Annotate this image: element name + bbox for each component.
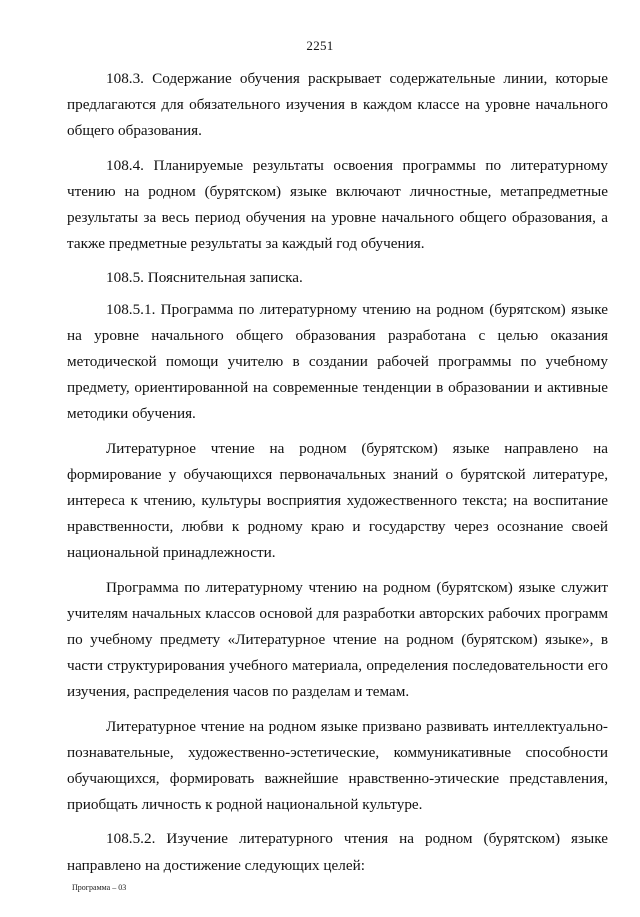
paragraph-108-4: 108.4. Планируемые результаты освоения программы по литературному чтению на родном (бурятском) языке включают личностные, метапредметные результаты за весь период обучения на уровне начального общего образования, а также предметные результаты за каждый год обучения.	[67, 156, 608, 253]
paragraph-literary-reading-purpose: Литературное чтение на родном (бурятском) языке направлено на формирование у обучающихся первоначальных знаний о бурятской литературе, интереса к чтению, культуры восприятия художественного текста; на воспитание нравственности, любви к родному краю и государству через осознание своей национальной принадлежности.	[67, 439, 608, 562]
paragraph-development-goals: Литературное чтение на родном языке призвано развивать интеллектуально-познавательные, художественно-эстетические, коммуникативные способности обучающихся, формировать важнейшие нравственно-этические представления, приобщать личность к родной национальной культуре.	[67, 717, 608, 814]
paragraph-108-5-2: 108.5.2. Изучение литературного чтения на родном (бурятском) языке направлено на достижение следующих целей:	[67, 830, 608, 874]
paragraph-program-basis: Программа по литературному чтению на родном (бурятском) языке служит учителям начальных классов основой для разработки авторских рабочих программ по учебному предмету «Литературное чтение на родном (бурятском) языке», в части структурирования учебного материала, определения последовательности его изучения, распределения часов по разделам и темам.	[67, 578, 608, 701]
paragraph-108-3: 108.3. Содержание обучения раскрывает содержательные линии, которые предлагаются для обязательного изучения в каждом классе на уровне начального общего образования.	[67, 70, 608, 140]
page-footer: Программа – 03	[72, 883, 127, 892]
paragraph-108-5-heading: 108.5. Пояснительная записка.	[106, 269, 303, 287]
paragraph-108-5-1: 108.5.1. Программа по литературному чтению на родном (бурятском) языке на уровне начального общего образования разработана с целью оказания методической помощи учителю в создании рабочей программы по учебному предмету, ориентированной на современные тенденции в образовании и активные методики обучения.	[67, 300, 608, 423]
page-number: 2251	[306, 38, 334, 53]
document-body	[67, 66, 608, 887]
